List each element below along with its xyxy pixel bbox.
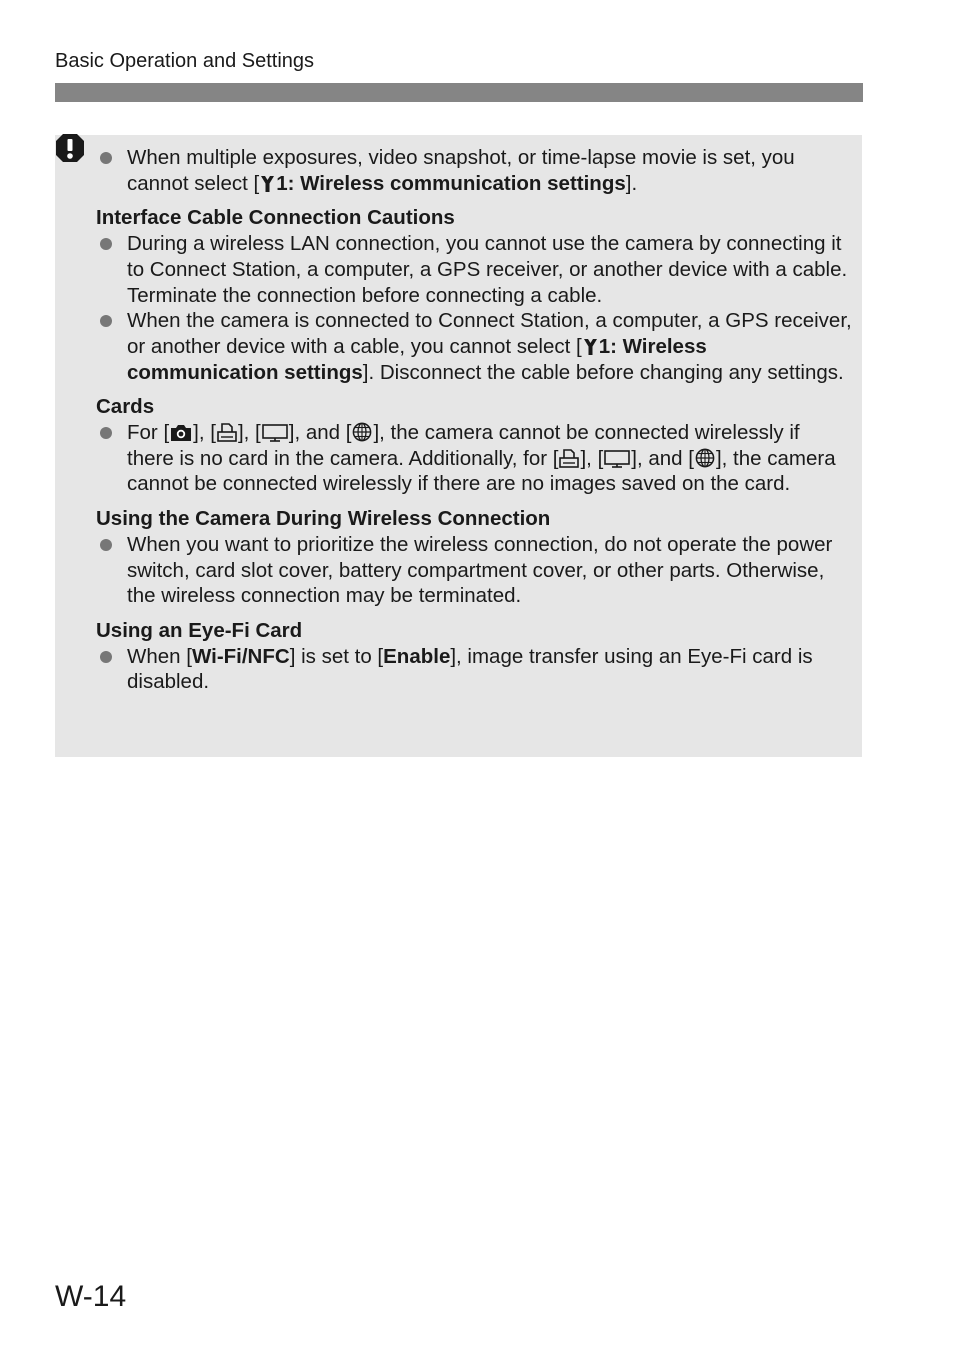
tv-monitor-icon <box>604 450 630 468</box>
globe-icon <box>695 448 715 468</box>
bullet-icon <box>100 238 112 250</box>
section-heading-eyefi: Using an Eye-Fi Card <box>96 618 303 642</box>
list-item: When the camera is connected to Connect Station, a computer, a GPS receiver, or another device with a cable, you cannot select [ 1: Wireless communication settings]. Disconnect the cable before changing any settings. <box>96 308 852 385</box>
header-bar <box>55 83 863 102</box>
list-item: For [ ], [ ], [ ], and [ ], the camera cannot be connected wirelessly if there is no card in the camera. Additionally, for [ ], [ ], and [ ], the camera cannot be connected wirelessly if there are no images saved on the card. <box>96 420 852 497</box>
bullet-icon <box>100 539 112 551</box>
caution-icon <box>55 133 85 163</box>
page-number: W-14 <box>55 1280 127 1313</box>
list-item: When you want to prioritize the wireless connection, do not operate the power switch, card slot cover, battery compartment cover, or other parts. Otherwise, the wireless connection may be terminated. <box>96 532 852 609</box>
bullet-icon <box>100 315 112 327</box>
page-header-title: Basic Operation and Settings <box>55 50 315 72</box>
caution-content <box>96 145 852 695</box>
wrench-icon <box>260 175 275 193</box>
printer-icon <box>217 423 237 442</box>
list-item: During a wireless LAN connection, you cannot use the camera by connecting it to Connect Station, a computer, a GPS receiver, or another device with a cable. Terminate the connection before connecting a cable. <box>96 231 852 308</box>
tv-monitor-icon <box>262 424 288 442</box>
list-item: When multiple exposures, video snapshot, or time-lapse movie is set, you cannot select [ 1: Wireless communication settings]. <box>96 145 852 196</box>
list-item: When [Wi-Fi/NFC] is set to [Enable], image transfer using an Eye-Fi card is disabled. <box>96 644 852 695</box>
printer-icon <box>559 449 579 468</box>
bullet-icon <box>100 427 112 439</box>
bullet-icon <box>100 651 112 663</box>
wrench-icon <box>583 338 598 356</box>
section-heading-using-camera: Using the Camera During Wireless Connection <box>96 507 551 531</box>
bullet-icon <box>100 152 112 164</box>
section-heading-interface: Interface Cable Connection Cautions <box>96 206 455 230</box>
section-heading-cards: Cards <box>96 395 155 419</box>
camera-icon <box>170 424 192 442</box>
globe-icon <box>352 422 372 442</box>
